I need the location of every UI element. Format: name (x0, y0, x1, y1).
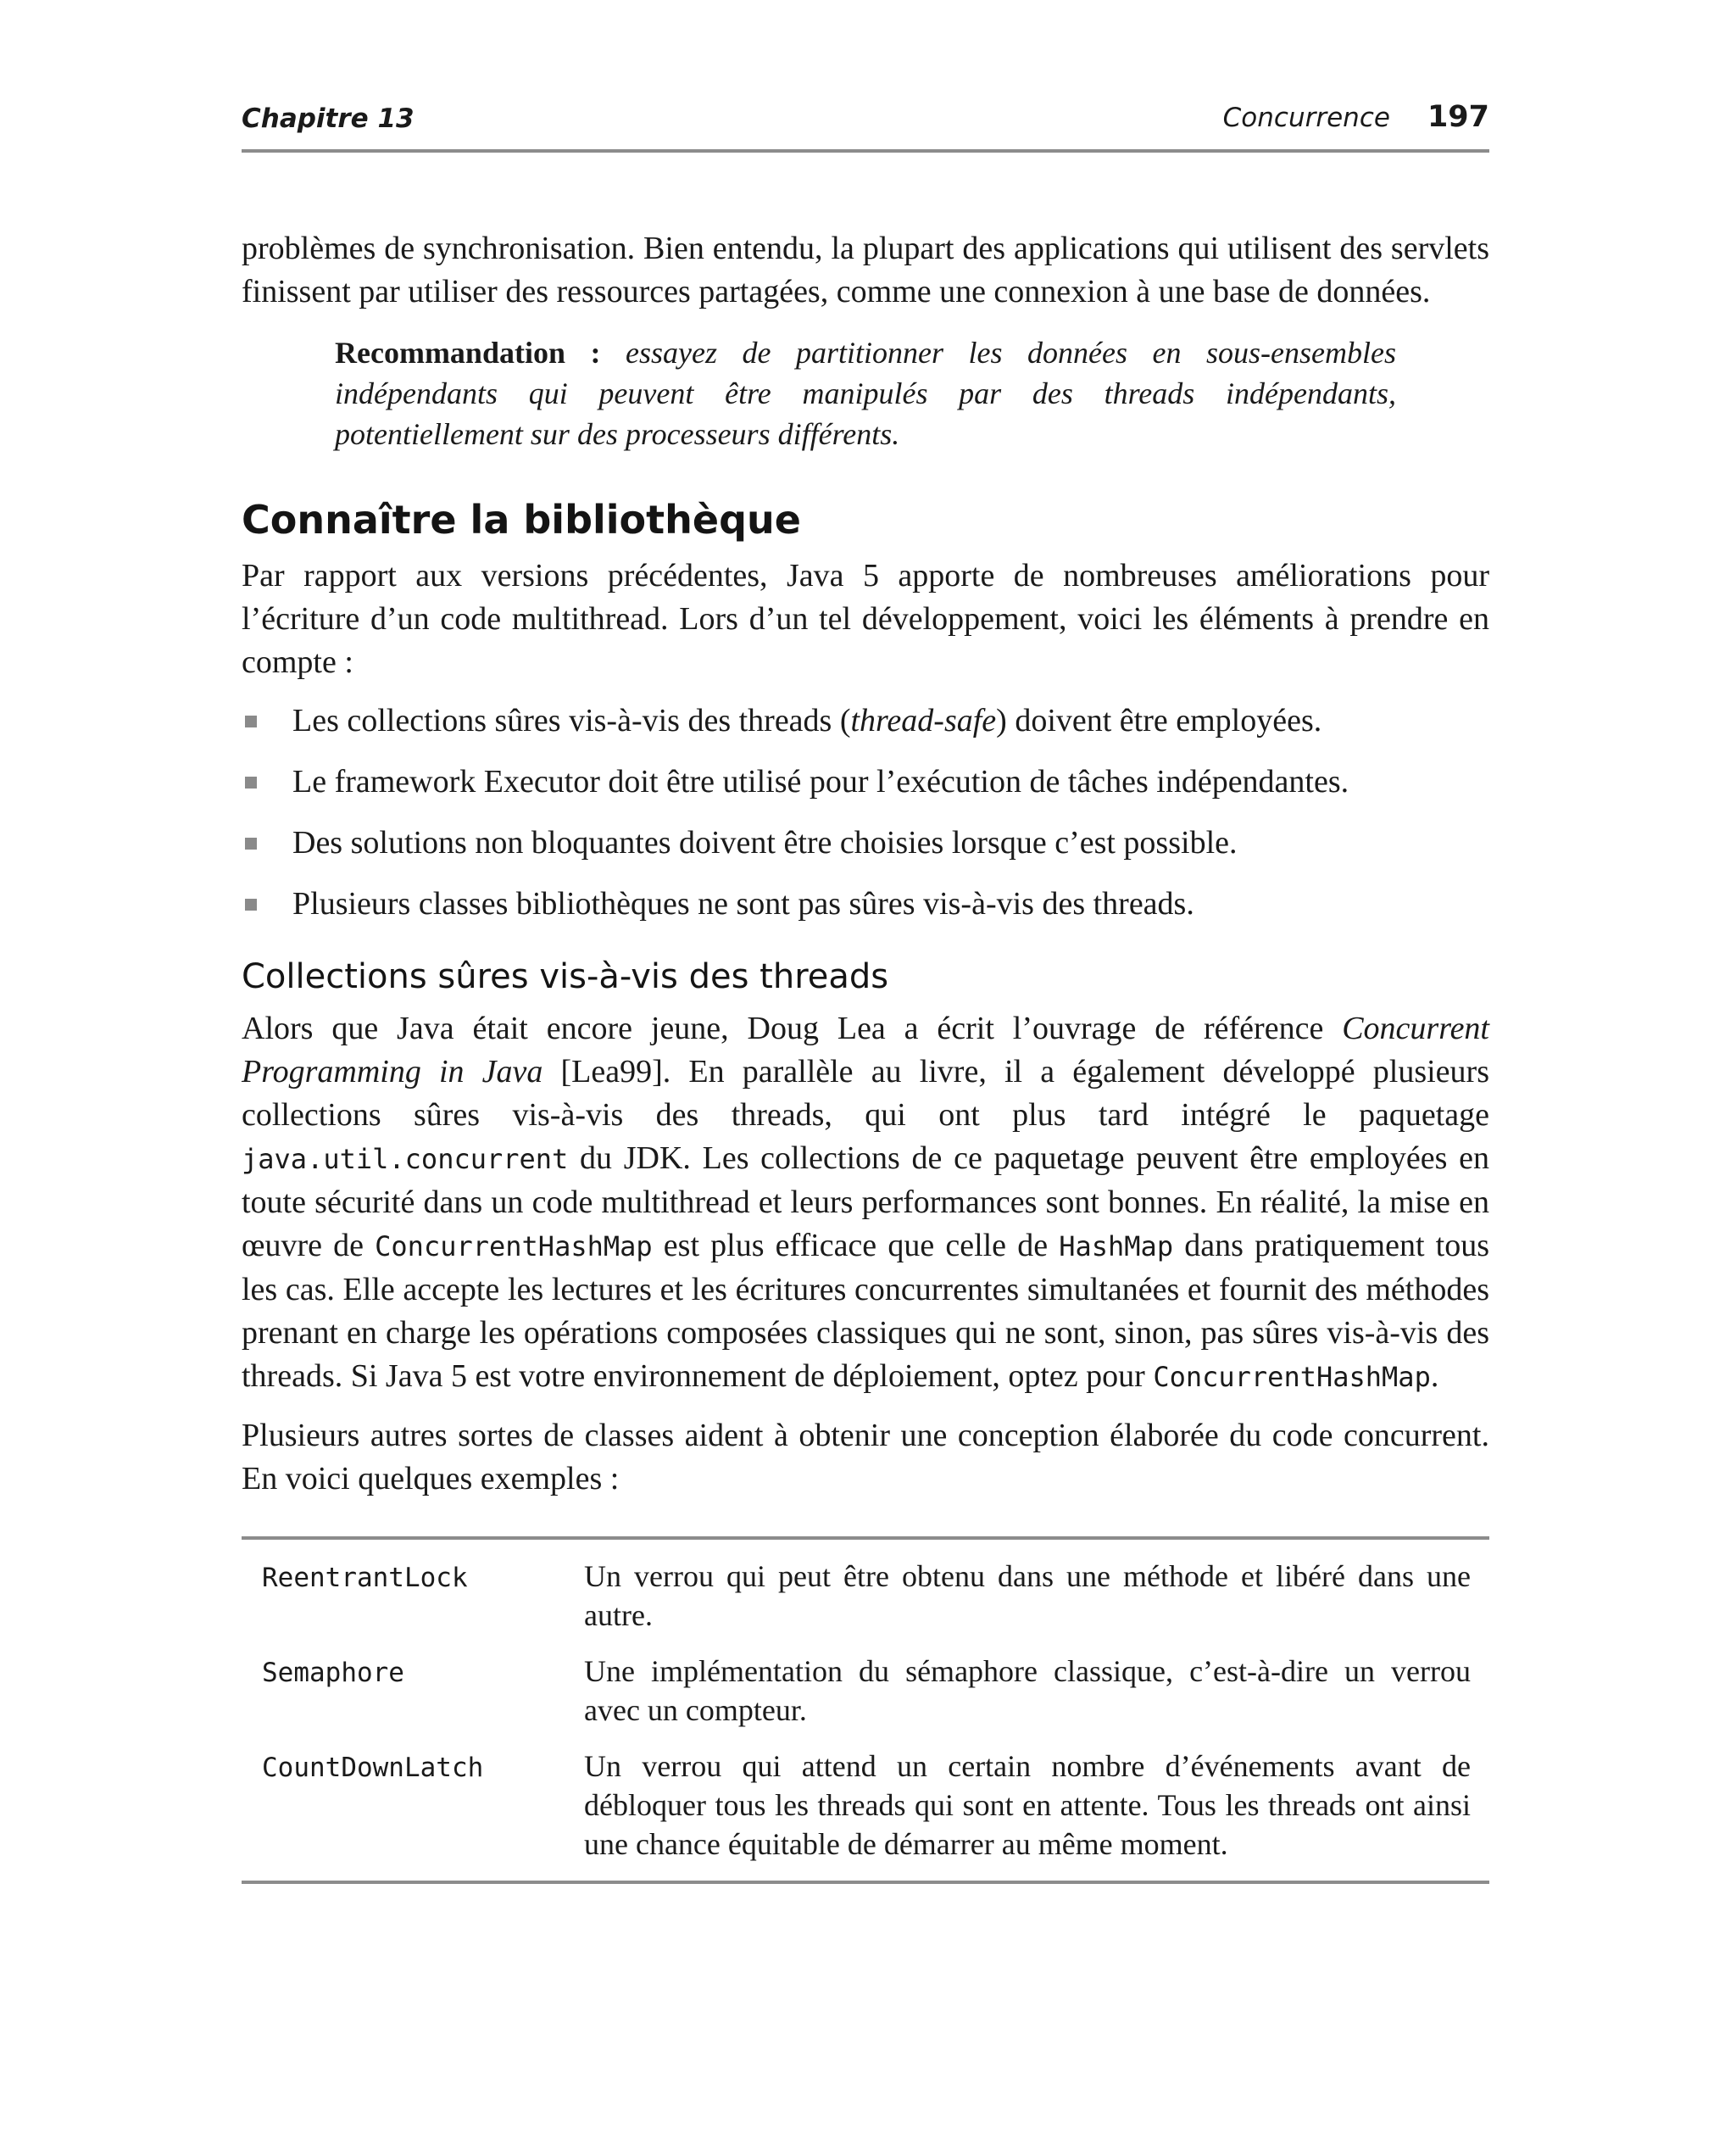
table-row (242, 1635, 1489, 1730)
section-label: Concurrence (1222, 103, 1390, 133)
bullet-text-italic: thread-safe (850, 703, 997, 738)
class-name: Semaphore (262, 1658, 404, 1688)
class-description: Un verrou qui attend un certain nombre d’événements avant de débloquer tous les threads qui sont en attente. Tous les threads ont ainsi une chance équitable de démarrer au même moment. (584, 1749, 1471, 1861)
list-item (242, 699, 1489, 743)
code-class: ConcurrentHashMap (375, 1230, 653, 1262)
book-title: Concurrent Programming in Java (242, 1011, 1489, 1090)
list-item (242, 822, 1489, 865)
table-row (242, 1730, 1489, 1882)
recommendation-label: Recommandation : (335, 336, 601, 370)
text-run: est plus efficace que celle de (652, 1228, 1060, 1263)
list-item (242, 883, 1489, 926)
text-run: . (1430, 1358, 1439, 1394)
text-run: Alors que Java était encore jeune, Doug Lea a écrit l’ouvrage de référence (242, 1011, 1343, 1046)
square-bullet-icon (245, 838, 257, 850)
square-bullet-icon (245, 899, 257, 911)
bullet-text: Le framework Executor doit être utilisé pour l’exécution de tâches indépendantes. (292, 764, 1349, 800)
header-right (1223, 100, 1489, 134)
code-class: HashMap (1059, 1230, 1174, 1262)
bullet-list (242, 699, 1489, 926)
class-name: CountDownLatch (262, 1753, 484, 1783)
subsection-paragraph-2: Plusieurs autres sortes de classes aident à obtenir une conception élaborée du code concurrent. En voici quelques exemples : (242, 1418, 1489, 1496)
bullet-text-after: ) doivent être employées. (996, 703, 1322, 738)
section-heading: Connaître la bibliothèque (242, 497, 801, 543)
recommendation-box (335, 332, 1396, 454)
list-item (242, 761, 1489, 804)
intro-paragraph: problèmes de synchronisation. Bien entendu, la plupart des applications qui utilisent des servlets finissent par utiliser des ressources partagées, comme une connexion à une base de données. (242, 231, 1489, 309)
square-bullet-icon (245, 716, 257, 727)
code-package: java.util.concurrent (242, 1143, 569, 1175)
page-body (242, 227, 1489, 1884)
class-description: Un verrou qui peut être obtenu dans une méthode et libéré dans une autre. (584, 1559, 1471, 1632)
classes-table (242, 1536, 1489, 1884)
text-run: du JDK. Les collections de ce paquetage peuvent être employées en toute sécurité dans un code multithread et leurs performances sont bonnes. En réalité, la mise en œuvre de (242, 1140, 1489, 1263)
subsection-paragraph (242, 1007, 1489, 1399)
class-description: Une implémentation du sémaphore classique, c’est-à-dire un verrou avec un compteur. (584, 1654, 1471, 1727)
running-header (242, 100, 1489, 142)
chapter-label: Chapitre 13 (242, 103, 415, 134)
section-paragraph: Par rapport aux versions précédentes, Java 5 apporte de nombreuses améliorations pour l’écriture d’un code multithread. Lors d’un tel développement, voici les éléments à prendre en compte : (242, 558, 1489, 680)
page-number: 197 (1427, 100, 1489, 134)
bullet-text: Plusieurs classes bibliothèques ne sont pas sûres vis-à-vis des threads. (292, 886, 1194, 922)
header-rule (242, 149, 1489, 153)
bullet-text: Des solutions non bloquantes doivent être choisies lorsque c’est possible. (292, 825, 1238, 861)
table-row (242, 1538, 1489, 1635)
text-run: dans pratiquement tous les cas. Elle accepte les lectures et les écritures concurrentes simultanées et fournit des méthodes prenant en charge les opérations composées classiques qui ne sont, sinon, pas sûres vis-à-vis des threads. Si Java 5 est votre environnement de déploiement, optez pour (242, 1228, 1490, 1394)
square-bullet-icon (245, 777, 257, 789)
code-class: ConcurrentHashMap (1153, 1361, 1431, 1393)
text-run: [Lea99]. En parallèle au livre, il a également développé plusieurs collections sûres vis-à-vis des threads, qui ont plus tard intégré le paquetage (242, 1054, 1489, 1133)
subsection-heading: Collections sûres vis-à-vis des threads (242, 957, 889, 996)
class-name: ReentrantLock (262, 1563, 468, 1593)
recommendation-text: essayez de partitionner les données en sous-ensembles indépendants qui peuvent être manipulés par des threads indépendants, potentiellement sur des processeurs différents. (335, 336, 1396, 451)
bullet-text-before: Les collections sûres vis-à-vis des threads ( (292, 703, 851, 738)
